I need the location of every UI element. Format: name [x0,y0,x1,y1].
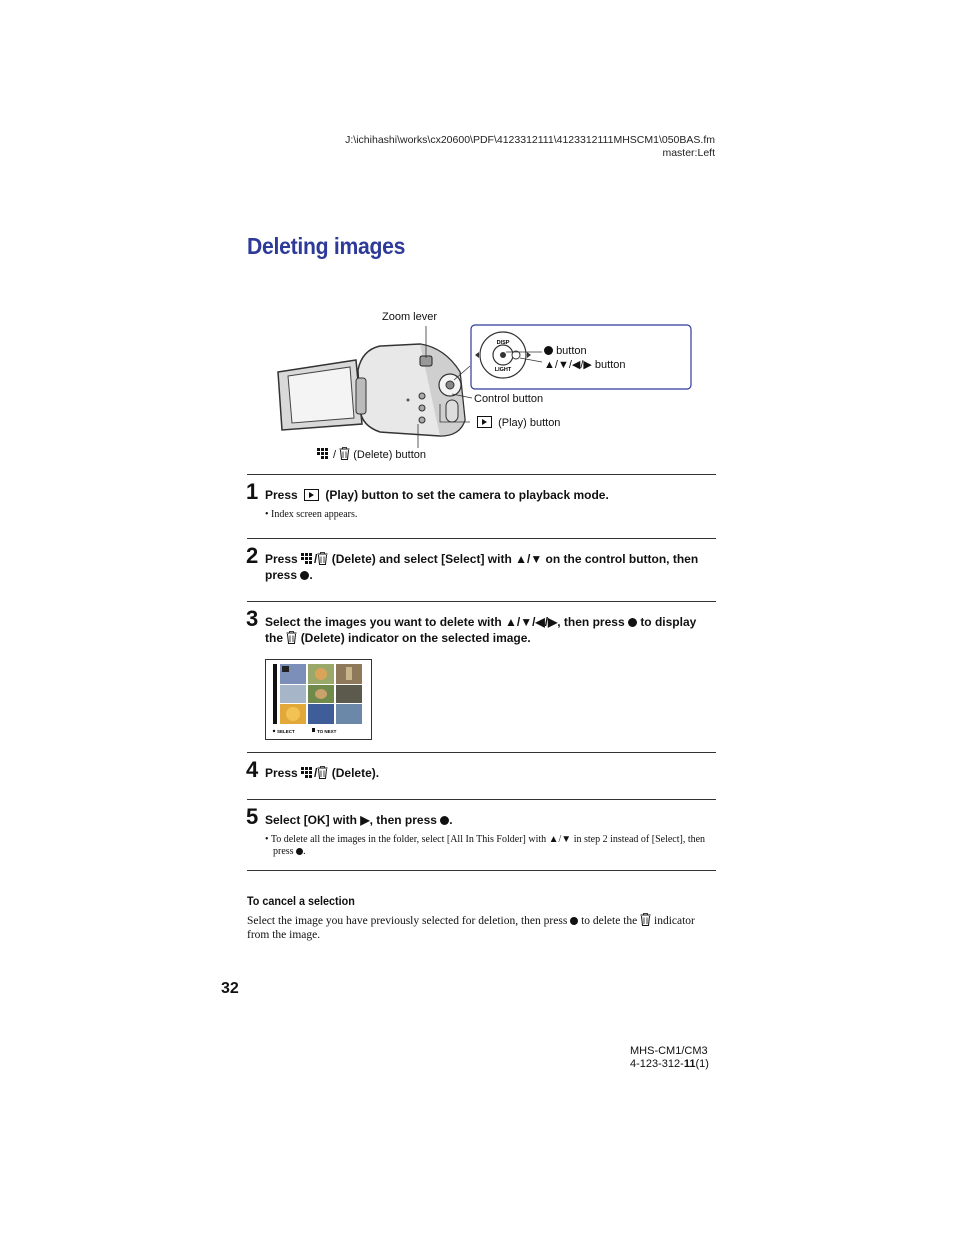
arrows-button-label: ▲/▼/◀/▶ button [544,359,626,371]
trash-icon [339,447,350,460]
step-5-text [265,812,717,828]
step-3-post: (Delete) indicator on the selected image. [300,631,531,645]
trash-icon [317,766,328,779]
cancel-text-mid: to delete the [581,915,638,927]
index-icon [301,767,314,779]
delete-button-label: / (Delete) button [317,447,426,461]
part-number-post: (1) [695,1058,709,1070]
step-number: 1 [246,479,259,504]
step-number: 2 [246,543,259,568]
step-number: 3 [246,606,259,631]
camera-illustration [270,300,710,470]
index-icon [317,448,330,460]
step-1-text [265,487,717,503]
circle-button-icon [570,917,578,925]
select-label: SELECT [277,729,295,734]
play-icon [304,489,319,501]
file-path-line1: J:\ichihashi\works\cx20600\PDF\4123312111\4123312111MHSCM1\050BAS.fm [345,134,715,146]
camera-figure [270,300,710,470]
index-icon [301,553,314,565]
cancel-text [247,913,707,942]
step-3-mid: to display the [265,615,697,645]
step-3-pre: Select the images you want to delete with ▲/▼/◀/▶, then press [265,615,625,629]
step-number: 4 [246,757,259,782]
step-1-pre: Press [265,488,298,502]
step-5-bullet-pre: To delete all the images in the folder, select [All In This Folder] with ▲/▼ in step 2 instead of [Select], then press [270,834,706,857]
step-3-text [265,614,717,646]
step-1-bullet: • Index screen appears. [265,509,358,520]
circle-button-icon [544,346,553,355]
index-screen-image [266,660,371,739]
cancel-text-post: indicator from the image. [247,915,695,941]
model-name: MHS-CM1/CM3 [630,1045,708,1057]
light-label: LIGHT [494,367,512,373]
page-title: Deleting images [247,233,406,259]
part-number-pre: 4-123-312- [630,1058,684,1070]
divider [247,601,716,602]
play-icon [477,416,492,428]
divider [247,752,716,753]
index-screen-illustration [265,659,372,740]
play-button-text: (Play) button [498,417,561,429]
step-2-pre: Press [265,552,298,566]
model-info [630,1045,709,1071]
file-path-line2: master:Left [662,147,715,159]
circle-button-icon [628,618,637,627]
step-2-text: Press / (Delete) and select [Select] with ▲/▼ on the control button, then press . [265,552,699,582]
delete-button-text: (Delete) button [353,449,426,461]
circle-button-icon [440,816,449,825]
part-number [630,1058,709,1071]
step-1-bullet-text: Index screen appears. [271,509,358,520]
control-button-label: Control button [474,393,544,405]
step-5-bullet-post: . [303,846,306,857]
step-5-post: . [449,813,453,827]
step-number: 5 [246,804,259,829]
zoom-lever-label: Zoom lever [382,311,438,323]
file-path [345,134,715,160]
step-5-pre: Select [OK] with ▶, then press [265,813,437,827]
cancel-text-pre: Select the image you have previously selected for deletion, then press [247,915,568,927]
trash-icon [640,913,651,926]
circle-button-icon [296,848,303,855]
divider [247,538,716,539]
part-number-bold: 11 [683,1058,696,1070]
divider [247,474,716,475]
trash-icon [286,631,297,644]
step-4-post: (Delete). [331,766,380,780]
to-next-label: TO NEXT [317,729,337,734]
play-button-label [474,416,560,429]
enter-button-text: button [556,345,587,357]
step-2-post: . [309,568,313,582]
page-number: 32 [221,980,239,997]
step-1-post: (Play) button to set the camera to playback mode. [325,488,609,502]
divider [247,870,716,871]
disp-label: DISP [496,340,510,346]
step-4-text: Press / (Delete). [265,766,380,780]
trash-icon [317,552,328,565]
enter-button-label [544,345,587,357]
step-4-pre: Press [265,766,298,780]
cancel-heading: To cancel a selection [247,894,355,908]
step-2-mid: (Delete) and select [Select] with ▲/▼ on the control button, then press [265,552,699,582]
divider [247,799,716,800]
step-5-bullet: • To delete all the images in the folder, select [All In This Folder] with ▲/▼ in step 2 instead of [Select], then press . [265,834,706,857]
